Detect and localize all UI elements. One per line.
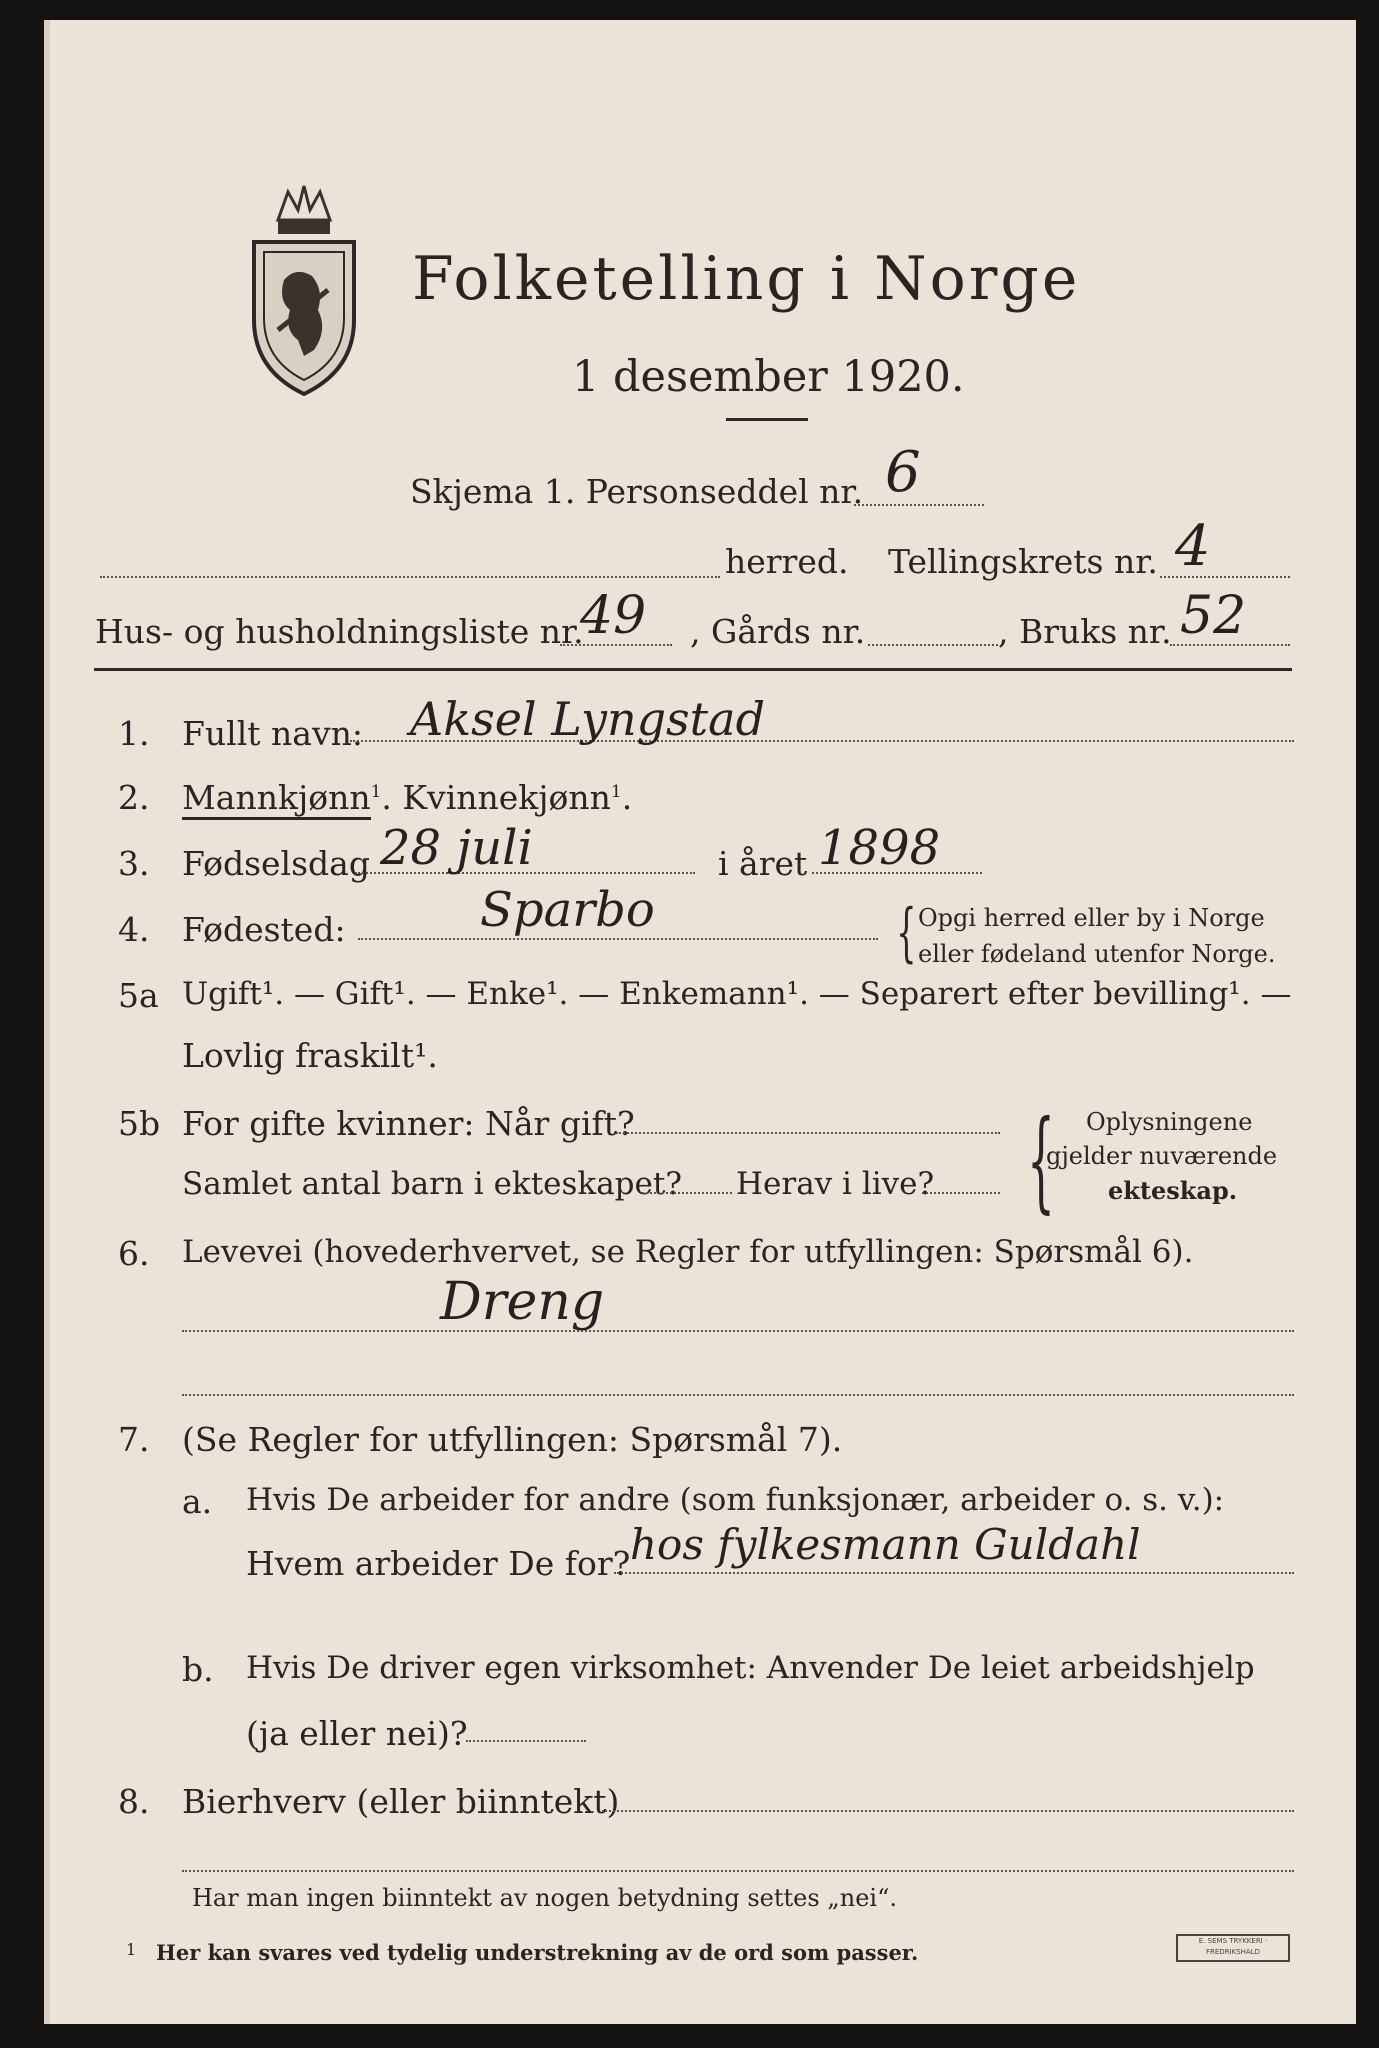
herred-line	[100, 576, 720, 578]
q2-options: Mannkjønn$^1$. Kvinnekjønn$^1$.	[182, 778, 632, 817]
q7-num: 7.	[118, 1420, 150, 1459]
q6-num: 6.	[118, 1234, 150, 1273]
header-rule	[94, 668, 1292, 671]
liste-label: Hus- og husholdningsliste nr.	[95, 612, 584, 651]
q5b-married-line	[616, 1132, 1000, 1134]
census-form	[44, 20, 1356, 2024]
q5b-note-2: gjelder nuværende	[1046, 1142, 1278, 1170]
q7b-line-1: Hvis De driver egen virksomhet: Anvender De leiet arbeidshjelp	[246, 1650, 1255, 1686]
q5b-children-line	[642, 1192, 732, 1194]
liste-nr: 49	[580, 586, 647, 646]
schema-label: Skjema 1. Personseddel nr.	[410, 472, 864, 511]
q7b-line-2: (ja eller nei)?	[246, 1714, 468, 1753]
q2-num: 2.	[118, 778, 150, 817]
q5a-line-2: Lovlig fraskilt¹.	[182, 1036, 438, 1075]
female-footnote-mark: 1	[610, 782, 622, 802]
q1-label: Fullt navn:	[182, 714, 363, 753]
q3-year-label: i året	[718, 844, 808, 883]
footnote-num: 1	[126, 1940, 137, 1959]
q5b-note-3: ekteskap.	[1108, 1176, 1238, 1205]
q5b-children-label: Samlet antal barn i ekteskapet?	[182, 1166, 682, 1202]
q3-year: 1898	[818, 820, 941, 876]
q5b-brace: {	[1027, 1096, 1055, 1224]
q5a-line-1: Ugift¹. — Gift¹. — Enke¹. — Enkemann¹. — Separert efter bevilling¹. —	[182, 976, 1292, 1012]
q1-value: Aksel Lyngstad	[410, 692, 766, 746]
q4-line	[358, 938, 878, 940]
female-option: Kvinnekjønn	[402, 778, 611, 817]
q7-label: (Se Regler for utfyllingen: Spørsmål 7).	[182, 1420, 843, 1459]
q5a-num: 5a	[118, 976, 159, 1015]
q7a-line-2: Hvem arbeider De for?	[246, 1544, 631, 1583]
q5b-num: 5b	[118, 1104, 161, 1143]
q7a-line	[614, 1572, 1294, 1574]
q6-line-2	[182, 1394, 1294, 1396]
q3-num: 3.	[118, 844, 150, 883]
form-title: Folketelling i Norge	[412, 244, 1081, 314]
q4-note-2: eller fødeland utenfor Norge.	[918, 940, 1276, 968]
divider	[726, 418, 808, 421]
q5b-line-1: For gifte kvinner: Når gift?	[182, 1104, 635, 1143]
gards-label: , Gårds nr.	[690, 612, 866, 651]
q3-label: Fødselsdag	[182, 844, 370, 883]
q4-label: Fødested:	[182, 910, 346, 949]
bruks-label: , Bruks nr.	[998, 612, 1172, 651]
gards-line	[868, 644, 998, 646]
bruks-nr: 52	[1180, 586, 1247, 646]
personseddel-nr: 6	[885, 440, 921, 505]
q3-value: 28 juli	[380, 820, 533, 876]
q5b-alive-label: Herav i live?	[736, 1166, 935, 1202]
q1-num: 1.	[118, 714, 150, 753]
male-footnote-mark: 1	[370, 782, 382, 802]
q6-label: Levevei (hovederhvervet, se Regler for utfyllingen: Spørsmål 6).	[182, 1234, 1194, 1270]
q5b-alive-line	[922, 1192, 1000, 1194]
q7b-num: b.	[182, 1650, 214, 1689]
tellingskrets-nr: 4	[1175, 514, 1211, 579]
q8-line-2	[182, 1870, 1294, 1872]
footnote-text: Her kan svares ved tydelig understrekning av de ord som passer.	[156, 1940, 919, 1965]
q4-note-1: Opgi herred eller by i Norge	[918, 904, 1265, 932]
herred-label: herred.	[725, 542, 849, 581]
q7b-line	[466, 1740, 586, 1742]
q8-num: 8.	[118, 1782, 150, 1821]
q7a-value: hos fylkesmann Guldahl	[630, 1520, 1141, 1569]
q8-label: Bierhverv (eller biinntekt)	[182, 1782, 620, 1821]
q4-num: 4.	[118, 910, 150, 949]
q7a-line-1: Hvis De arbeider for andre (som funksjonær, arbeider o. s. v.):	[246, 1482, 1225, 1518]
q6-value: Dreng	[440, 1272, 605, 1332]
q6-line-1	[182, 1330, 1294, 1332]
q8-note: Har man ingen biinntekt av nogen betydning settes „nei“.	[192, 1884, 897, 1912]
q4-brace: {	[896, 896, 917, 970]
tellingskrets-label: Tellingskrets nr.	[888, 542, 1158, 581]
male-option: Mannkjønn	[182, 778, 371, 820]
q4-value: Sparbo	[480, 882, 655, 938]
coat-of-arms-icon	[248, 180, 360, 402]
q5b-note-1: Oplysningene	[1086, 1108, 1253, 1136]
printer-stamp: E. SEMS TRYKKERI · FREDRIKSHALD	[1176, 1934, 1290, 1962]
q8-line-1	[602, 1810, 1294, 1812]
q7a-num: a.	[182, 1482, 213, 1521]
form-date: 1 desember 1920.	[572, 352, 965, 402]
